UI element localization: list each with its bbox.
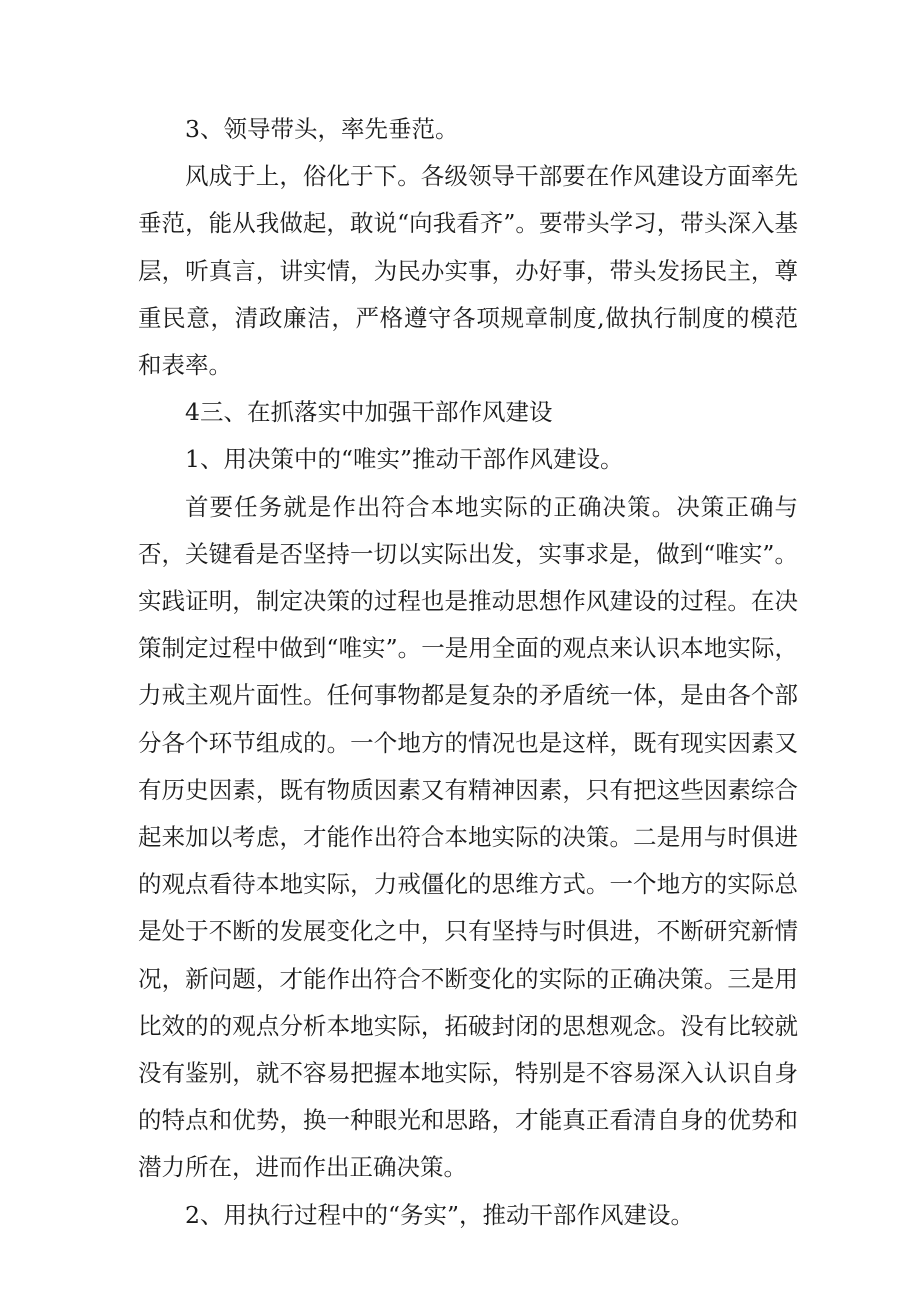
document-body <box>138 106 798 1239</box>
paragraph-leadership: 风成于上，俗化于下。各级领导干部要在作风建设方面率先垂范，能从我做起，敢说“向我看齐”。要带头学习，带头深入基层，听真言，讲实情，为民办实事，办好事，带头发扬民主，尊重民意，清政廉洁，严格遵守各项规章制度,做执行制度的模范和表率。 <box>138 162 798 380</box>
section-heading-decision: 1、用决策中的“唯实”推动干部作风建设。 <box>185 445 624 474</box>
section-heading-execution: 2、用执行过程中的“务实”，推动干部作风建设。 <box>185 1200 694 1229</box>
section-heading-implementation: 4三、在抓落实中加强干部作风建设 <box>185 398 553 427</box>
section-heading-leadership: 3、领导带头，率先垂范。 <box>185 115 459 143</box>
paragraph-decision: 首要任务就是作出符合本地实际的正确决策。决策正确与否，关键看是否坚持一切以实际出发，实事求是，做到“唯实”。实践证明，制定决策的过程也是推动思想作风建设的过程。在决策制定过程中做到“唯实”。一是用全面的观点来认识本地实际，力戒主观片面性。任何事物都是复杂的矛盾统一体，是由各个部分各个环节组成的。一个地方的情况也是这样，既有现实因素又有历史因素，既有物质因素又有精神因素，只有把这些因素综合起来加以考虑，才能作出符合本地实际的决策。二是用与时俱进的观点看待本地实际，力戒僵化的思维方式。一个地方的实际总是处于不断的发展变化之中，只有坚持与时俱进，不断研究新情况，新问题，才能作出符合不断变化的实际的正确决策。三是用比效的的观点分析本地实际，拓破封闭的思想观念。没有比较就没有鉴别，就不容易把握本地实际，特别是不容易深入认识自身的特点和优势，换一种眼光和思路，才能真正看清自身的优势和潜力所在，进而作出正确决策。 <box>138 492 798 1182</box>
